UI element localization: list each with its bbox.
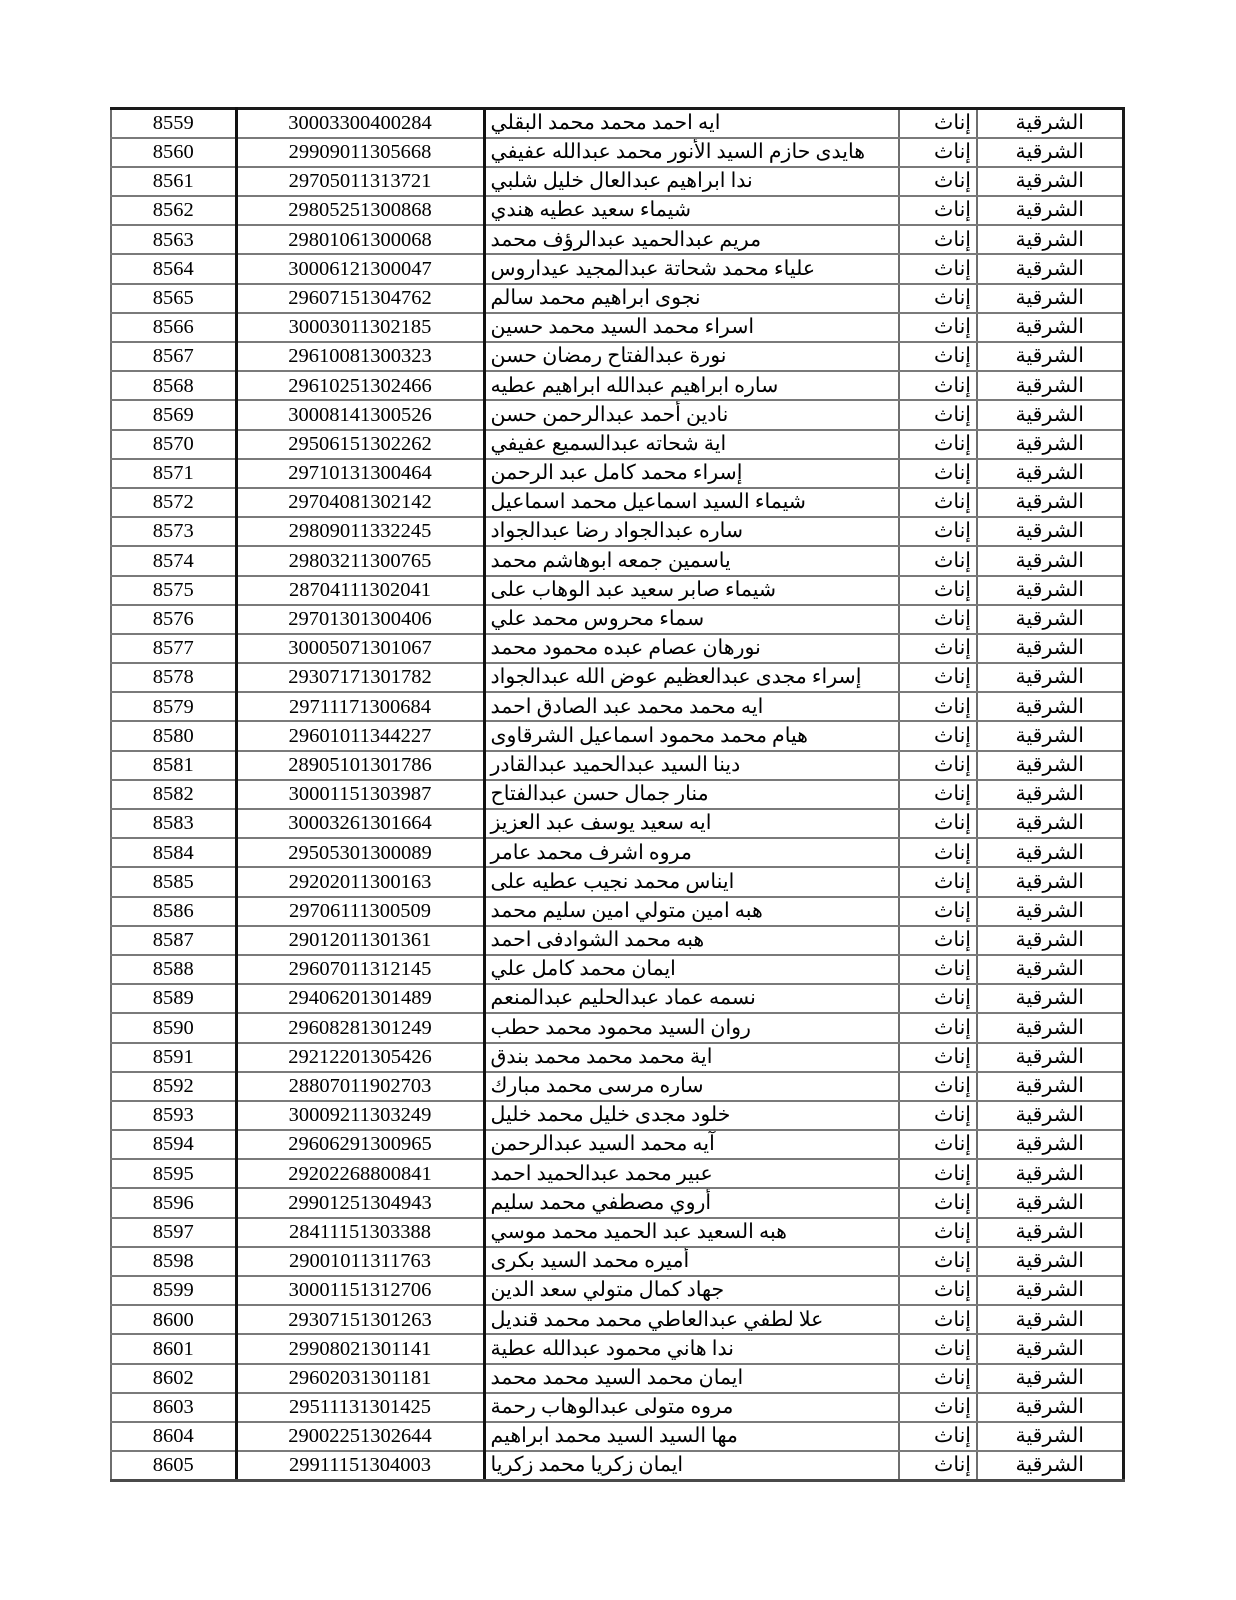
table-row [111, 254, 1123, 283]
cell-serial-number: 8566 [111, 313, 236, 342]
cell-governorate: الشرقية [977, 1043, 1123, 1072]
cell-gender: إناث [899, 196, 977, 225]
table-row [111, 1101, 1123, 1130]
cell-national-id: 29307151301263 [236, 1305, 484, 1334]
cell-serial-number: 8597 [111, 1218, 236, 1247]
cell-gender: إناث [899, 809, 977, 838]
cell-national-id: 29705011313721 [236, 167, 484, 196]
cell-serial-number: 8568 [111, 371, 236, 400]
cell-gender: إناث [899, 430, 977, 459]
cell-serial-number: 8594 [111, 1130, 236, 1159]
cell-name: منار جمال حسن عبدالفتاح [484, 780, 899, 809]
cell-name: ايمان محمد السيد محمد محمد [484, 1364, 899, 1393]
cell-gender: إناث [899, 284, 977, 313]
cell-governorate: الشرقية [977, 984, 1123, 1013]
table-row [111, 751, 1123, 780]
roster-table-container [110, 107, 1122, 1482]
cell-gender: إناث [899, 1072, 977, 1101]
cell-governorate: الشرقية [977, 1159, 1123, 1188]
cell-gender: إناث [899, 167, 977, 196]
cell-gender: إناث [899, 867, 977, 896]
cell-name: إسراء مجدى عبدالعظيم عوض الله عبدالجواد [484, 663, 899, 692]
cell-serial-number: 8562 [111, 196, 236, 225]
cell-national-id: 29212201305426 [236, 1043, 484, 1072]
cell-name: مريم عبدالحميد عبدالرؤف محمد [484, 225, 899, 254]
cell-name: ساره ابراهيم عبدالله ابراهيم عطيه [484, 371, 899, 400]
cell-name: ساره مرسى محمد مبارك [484, 1072, 899, 1101]
cell-name: شيماء صابر سعيد عبد الوهاب على [484, 576, 899, 605]
cell-gender: إناث [899, 838, 977, 867]
cell-serial-number: 8563 [111, 225, 236, 254]
cell-serial-number: 8585 [111, 867, 236, 896]
table-row [111, 1218, 1123, 1247]
cell-governorate: الشرقية [977, 576, 1123, 605]
cell-national-id: 29801061300068 [236, 225, 484, 254]
cell-name: ايناس محمد نجيب عطيه على [484, 867, 899, 896]
cell-national-id: 29711171300684 [236, 692, 484, 721]
cell-serial-number: 8578 [111, 663, 236, 692]
cell-national-id: 30001151312706 [236, 1276, 484, 1305]
cell-gender: إناث [899, 488, 977, 517]
cell-name: علا لطفي عبدالعاطي محمد محمد قنديل [484, 1305, 899, 1334]
table-row [111, 517, 1123, 546]
table-row [111, 605, 1123, 634]
cell-national-id: 29803211300765 [236, 546, 484, 575]
cell-governorate: الشرقية [977, 1393, 1123, 1422]
table-row [111, 313, 1123, 342]
cell-national-id: 29202011300163 [236, 867, 484, 896]
cell-governorate: الشرقية [977, 109, 1123, 138]
cell-name: نورة عبدالفتاح رمضان حسن [484, 342, 899, 371]
table-row [111, 1188, 1123, 1217]
cell-serial-number: 8582 [111, 780, 236, 809]
cell-name: نادين أحمد عبدالرحمن حسن [484, 400, 899, 429]
cell-name: ايه محمد محمد عبد الصادق احمد [484, 692, 899, 721]
cell-gender: إناث [899, 1130, 977, 1159]
cell-name: مروه اشرف محمد عامر [484, 838, 899, 867]
cell-name: ايمان زكريا محمد زكريا [484, 1451, 899, 1480]
cell-governorate: الشرقية [977, 838, 1123, 867]
cell-gender: إناث [899, 138, 977, 167]
table-row [111, 1159, 1123, 1188]
cell-gender: إناث [899, 517, 977, 546]
cell-name: نسمه عماد عبدالحليم عبدالمنعم [484, 984, 899, 1013]
cell-governorate: الشرقية [977, 517, 1123, 546]
table-row [111, 400, 1123, 429]
cell-name: آيه محمد السيد عبدالرحمن [484, 1130, 899, 1159]
cell-name: مروه متولى عبدالوهاب رحمة [484, 1393, 899, 1422]
cell-national-id: 29406201301489 [236, 984, 484, 1013]
cell-national-id: 29607011312145 [236, 955, 484, 984]
cell-name: هيام محمد محمود اسماعيل الشرقاوى [484, 721, 899, 750]
cell-serial-number: 8599 [111, 1276, 236, 1305]
cell-gender: إناث [899, 371, 977, 400]
table-row [111, 1305, 1123, 1334]
cell-governorate: الشرقية [977, 284, 1123, 313]
cell-name: خلود مجدى خليل محمد خليل [484, 1101, 899, 1130]
table-row [111, 780, 1123, 809]
table-row [111, 430, 1123, 459]
cell-gender: إناث [899, 342, 977, 371]
cell-name: ندا ابراهيم عبدالعال خليل شلبي [484, 167, 899, 196]
cell-serial-number: 8572 [111, 488, 236, 517]
cell-serial-number: 8587 [111, 926, 236, 955]
cell-name: مها السيد السيد محمد ابراهيم [484, 1422, 899, 1451]
cell-serial-number: 8573 [111, 517, 236, 546]
cell-governorate: الشرقية [977, 254, 1123, 283]
table-row [111, 1276, 1123, 1305]
cell-gender: إناث [899, 1276, 977, 1305]
cell-national-id: 29505301300089 [236, 838, 484, 867]
cell-serial-number: 8576 [111, 605, 236, 634]
cell-governorate: الشرقية [977, 488, 1123, 517]
cell-governorate: الشرقية [977, 1364, 1123, 1393]
cell-governorate: الشرقية [977, 780, 1123, 809]
cell-serial-number: 8601 [111, 1334, 236, 1363]
cell-serial-number: 8565 [111, 284, 236, 313]
cell-governorate: الشرقية [977, 634, 1123, 663]
cell-governorate: الشرقية [977, 1013, 1123, 1042]
table-row [111, 897, 1123, 926]
cell-name: علياء محمد شحاتة عبدالمجيد عيداروس [484, 254, 899, 283]
table-row [111, 284, 1123, 313]
table-row [111, 1013, 1123, 1042]
cell-governorate: الشرقية [977, 1130, 1123, 1159]
cell-national-id: 29701301300406 [236, 605, 484, 634]
cell-national-id: 29809011332245 [236, 517, 484, 546]
cell-serial-number: 8560 [111, 138, 236, 167]
table-row [111, 721, 1123, 750]
cell-serial-number: 8595 [111, 1159, 236, 1188]
cell-serial-number: 8564 [111, 254, 236, 283]
cell-national-id: 29908021301141 [236, 1334, 484, 1363]
cell-national-id: 29506151302262 [236, 430, 484, 459]
cell-governorate: الشرقية [977, 546, 1123, 575]
cell-national-id: 29307171301782 [236, 663, 484, 692]
cell-governorate: الشرقية [977, 1101, 1123, 1130]
table-row [111, 838, 1123, 867]
cell-serial-number: 8579 [111, 692, 236, 721]
cell-gender: إناث [899, 780, 977, 809]
cell-name: اسراء محمد السيد محمد حسين [484, 313, 899, 342]
cell-governorate: الشرقية [977, 313, 1123, 342]
cell-serial-number: 8575 [111, 576, 236, 605]
cell-gender: إناث [899, 225, 977, 254]
cell-name: ايه سعيد يوسف عبد العزيز [484, 809, 899, 838]
cell-national-id: 29606291300965 [236, 1130, 484, 1159]
table-row [111, 1393, 1123, 1422]
cell-governorate: الشرقية [977, 342, 1123, 371]
cell-serial-number: 8580 [111, 721, 236, 750]
cell-name: هبه السعيد عبد الحميد محمد موسي [484, 1218, 899, 1247]
cell-governorate: الشرقية [977, 196, 1123, 225]
table-row [111, 488, 1123, 517]
table-row [111, 867, 1123, 896]
cell-national-id: 29608281301249 [236, 1013, 484, 1042]
cell-gender: إناث [899, 1393, 977, 1422]
cell-name: ياسمين جمعه ابوهاشم محمد [484, 546, 899, 575]
cell-serial-number: 8588 [111, 955, 236, 984]
table-row [111, 138, 1123, 167]
cell-serial-number: 8577 [111, 634, 236, 663]
table-row [111, 926, 1123, 955]
cell-gender: إناث [899, 1013, 977, 1042]
table-row [111, 634, 1123, 663]
cell-serial-number: 8567 [111, 342, 236, 371]
cell-serial-number: 8571 [111, 459, 236, 488]
cell-serial-number: 8581 [111, 751, 236, 780]
cell-national-id: 30006121300047 [236, 254, 484, 283]
table-row [111, 342, 1123, 371]
cell-governorate: الشرقية [977, 1422, 1123, 1451]
cell-serial-number: 8586 [111, 897, 236, 926]
cell-serial-number: 8589 [111, 984, 236, 1013]
cell-name: نجوى ابراهيم محمد سالم [484, 284, 899, 313]
table-row [111, 1422, 1123, 1451]
cell-gender: إناث [899, 926, 977, 955]
table-row [111, 1130, 1123, 1159]
cell-gender: إناث [899, 1188, 977, 1217]
cell-governorate: الشرقية [977, 225, 1123, 254]
cell-gender: إناث [899, 663, 977, 692]
cell-serial-number: 8570 [111, 430, 236, 459]
cell-governorate: الشرقية [977, 459, 1123, 488]
cell-serial-number: 8600 [111, 1305, 236, 1334]
cell-national-id: 28905101301786 [236, 751, 484, 780]
cell-name: أميره محمد السيد بكرى [484, 1247, 899, 1276]
cell-gender: إناث [899, 692, 977, 721]
table-row [111, 984, 1123, 1013]
cell-gender: إناث [899, 1101, 977, 1130]
cell-name: إسراء محمد كامل عبد الرحمن [484, 459, 899, 488]
table-row [111, 692, 1123, 721]
cell-gender: إناث [899, 1451, 977, 1480]
cell-national-id: 30005071301067 [236, 634, 484, 663]
cell-national-id: 30003300400284 [236, 109, 484, 138]
cell-serial-number: 8583 [111, 809, 236, 838]
table-row [111, 1364, 1123, 1393]
cell-name: شيماء سعيد عطيه هندي [484, 196, 899, 225]
table-row [111, 1072, 1123, 1101]
cell-name: هبه محمد الشوادفى احمد [484, 926, 899, 955]
table-row [111, 576, 1123, 605]
table-row [111, 1043, 1123, 1072]
cell-national-id: 30003261301664 [236, 809, 484, 838]
cell-name: أروي مصطفي محمد سليم [484, 1188, 899, 1217]
cell-national-id: 29610251302466 [236, 371, 484, 400]
cell-national-id: 30001151303987 [236, 780, 484, 809]
cell-national-id: 28411151303388 [236, 1218, 484, 1247]
cell-national-id: 29001011311763 [236, 1247, 484, 1276]
cell-serial-number: 8592 [111, 1072, 236, 1101]
cell-serial-number: 8561 [111, 167, 236, 196]
cell-governorate: الشرقية [977, 926, 1123, 955]
cell-name: نورهان عصام عبده محمود محمد [484, 634, 899, 663]
cell-serial-number: 8605 [111, 1451, 236, 1480]
cell-serial-number: 8559 [111, 109, 236, 138]
cell-governorate: الشرقية [977, 897, 1123, 926]
cell-name: ايه احمد محمد محمد البقلي [484, 109, 899, 138]
cell-serial-number: 8569 [111, 400, 236, 429]
cell-name: عبير محمد عبدالحميد احمد [484, 1159, 899, 1188]
roster-table [110, 107, 1125, 1482]
cell-governorate: الشرقية [977, 809, 1123, 838]
cell-name: شيماء السيد اسماعيل محمد اسماعيل [484, 488, 899, 517]
table-row [111, 167, 1123, 196]
cell-gender: إناث [899, 254, 977, 283]
cell-name: هايدى حازم السيد الأنور محمد عبدالله عفيفي [484, 138, 899, 167]
cell-national-id: 28807011902703 [236, 1072, 484, 1101]
cell-national-id: 29710131300464 [236, 459, 484, 488]
cell-national-id: 29704081302142 [236, 488, 484, 517]
table-row [111, 546, 1123, 575]
cell-serial-number: 8593 [111, 1101, 236, 1130]
cell-national-id: 29602031301181 [236, 1364, 484, 1393]
cell-serial-number: 8584 [111, 838, 236, 867]
cell-national-id: 28704111302041 [236, 576, 484, 605]
cell-governorate: الشرقية [977, 1305, 1123, 1334]
table-row [111, 1334, 1123, 1363]
cell-national-id: 29901251304943 [236, 1188, 484, 1217]
table-row [111, 1451, 1123, 1480]
cell-name: جهاد كمال متولي سعد الدين [484, 1276, 899, 1305]
cell-national-id: 29610081300323 [236, 342, 484, 371]
cell-national-id: 29601011344227 [236, 721, 484, 750]
cell-gender: إناث [899, 1364, 977, 1393]
cell-name: دينا السيد عبدالحميد عبدالقادر [484, 751, 899, 780]
table-row [111, 371, 1123, 400]
cell-governorate: الشرقية [977, 867, 1123, 896]
cell-governorate: الشرقية [977, 692, 1123, 721]
table-row [111, 663, 1123, 692]
cell-gender: إناث [899, 1159, 977, 1188]
cell-name: ساره عبدالجواد رضا عبدالجواد [484, 517, 899, 546]
table-row [111, 459, 1123, 488]
cell-serial-number: 8602 [111, 1364, 236, 1393]
cell-governorate: الشرقية [977, 663, 1123, 692]
cell-serial-number: 8603 [111, 1393, 236, 1422]
cell-gender: إناث [899, 546, 977, 575]
cell-serial-number: 8596 [111, 1188, 236, 1217]
cell-governorate: الشرقية [977, 167, 1123, 196]
table-row [111, 109, 1123, 138]
cell-governorate: الشرقية [977, 400, 1123, 429]
cell-national-id: 29909011305668 [236, 138, 484, 167]
cell-name: ايمان محمد كامل علي [484, 955, 899, 984]
cell-governorate: الشرقية [977, 721, 1123, 750]
cell-serial-number: 8591 [111, 1043, 236, 1072]
cell-governorate: الشرقية [977, 955, 1123, 984]
cell-serial-number: 8598 [111, 1247, 236, 1276]
cell-governorate: الشرقية [977, 1334, 1123, 1363]
cell-gender: إناث [899, 955, 977, 984]
cell-governorate: الشرقية [977, 1451, 1123, 1480]
table-row [111, 809, 1123, 838]
cell-national-id: 29511131301425 [236, 1393, 484, 1422]
cell-governorate: الشرقية [977, 1247, 1123, 1276]
cell-gender: إناث [899, 1422, 977, 1451]
cell-name: اية شحاته عبدالسميع عفيفي [484, 430, 899, 459]
cell-gender: إناث [899, 459, 977, 488]
cell-name: ندا هاني محمود عبدالله عطية [484, 1334, 899, 1363]
cell-governorate: الشرقية [977, 1072, 1123, 1101]
cell-national-id: 29012011301361 [236, 926, 484, 955]
cell-national-id: 29002251302644 [236, 1422, 484, 1451]
cell-national-id: 29911151304003 [236, 1451, 484, 1480]
cell-name: اية محمد محمد محمد بندق [484, 1043, 899, 1072]
cell-serial-number: 8604 [111, 1422, 236, 1451]
table-row [111, 955, 1123, 984]
cell-gender: إناث [899, 721, 977, 750]
cell-national-id: 29607151304762 [236, 284, 484, 313]
cell-serial-number: 8574 [111, 546, 236, 575]
cell-gender: إناث [899, 1218, 977, 1247]
cell-national-id: 29202268800841 [236, 1159, 484, 1188]
cell-governorate: الشرقية [977, 371, 1123, 400]
cell-governorate: الشرقية [977, 430, 1123, 459]
cell-gender: إناث [899, 984, 977, 1013]
cell-gender: إناث [899, 1305, 977, 1334]
cell-governorate: الشرقية [977, 751, 1123, 780]
roster-table-body [111, 109, 1123, 1481]
cell-national-id: 30003011302185 [236, 313, 484, 342]
cell-governorate: الشرقية [977, 1218, 1123, 1247]
cell-gender: إناث [899, 1247, 977, 1276]
cell-serial-number: 8590 [111, 1013, 236, 1042]
table-row [111, 225, 1123, 254]
cell-gender: إناث [899, 897, 977, 926]
cell-national-id: 30008141300526 [236, 400, 484, 429]
cell-governorate: الشرقية [977, 138, 1123, 167]
cell-gender: إناث [899, 313, 977, 342]
cell-governorate: الشرقية [977, 605, 1123, 634]
cell-gender: إناث [899, 109, 977, 138]
cell-governorate: الشرقية [977, 1188, 1123, 1217]
cell-gender: إناث [899, 751, 977, 780]
cell-name: روان السيد محمود محمد حطب [484, 1013, 899, 1042]
cell-gender: إناث [899, 1334, 977, 1363]
table-row [111, 196, 1123, 225]
cell-name: سماء محروس محمد علي [484, 605, 899, 634]
cell-national-id: 30009211303249 [236, 1101, 484, 1130]
cell-gender: إناث [899, 605, 977, 634]
cell-governorate: الشرقية [977, 1276, 1123, 1305]
cell-national-id: 29805251300868 [236, 196, 484, 225]
table-row [111, 1247, 1123, 1276]
cell-gender: إناث [899, 1043, 977, 1072]
cell-gender: إناث [899, 400, 977, 429]
cell-name: هبه امين متولي امين سليم محمد [484, 897, 899, 926]
cell-gender: إناث [899, 634, 977, 663]
cell-gender: إناث [899, 576, 977, 605]
cell-national-id: 29706111300509 [236, 897, 484, 926]
